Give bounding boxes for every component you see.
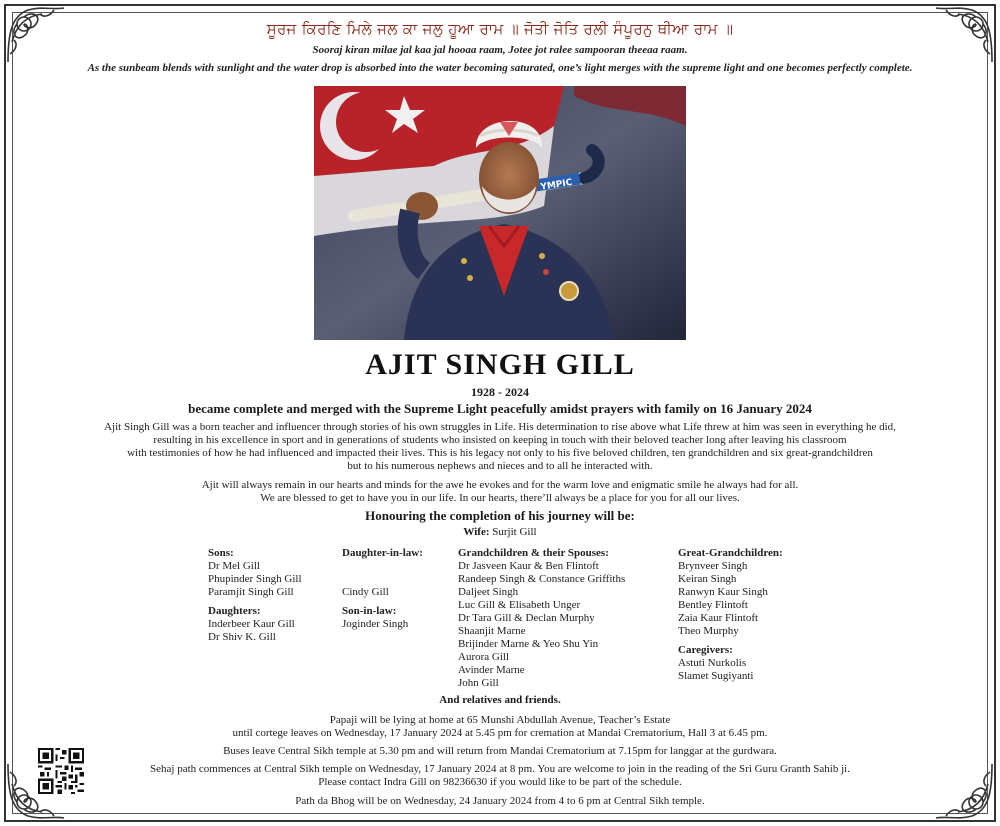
great-grandchild-name: Brynveer Singh [678, 560, 748, 572]
wife-line [0, 526, 1000, 538]
sehaj-line: Sehaj path commences at Central Sikh temple on Wednesday, 17 January 2024 at 8 pm. You are welcome to join in the reading of the Sri Guru Granth Sahib ji. [150, 763, 850, 775]
grandchildren-label: Grandchildren & their Spouses: [458, 547, 609, 559]
caregiver-name: Slamet Sugiyanti [678, 670, 754, 682]
daughter-in-law-name: Cindy Gill [342, 586, 389, 598]
son-in-law-name: Joginder Singh [342, 618, 409, 630]
grandchild-name: Aurora Gill [458, 651, 510, 663]
grandchild-name: Shaanjit Marne [458, 625, 526, 637]
honour-heading: Honouring the completion of his journey will be: [365, 508, 635, 523]
grandchild-name: Dr Tara Gill & Declan Murphy [458, 612, 595, 624]
bio-line: but to his numerous nephews and nieces and to all he interacted with. [347, 460, 653, 472]
lying-line: Papaji will be lying at home at 65 Munshi Abdullah Avenue, Teacher’s Estate [329, 714, 671, 726]
grandchild-name: Randeep Singh & Constance Griffiths [458, 573, 626, 585]
sons-label: Sons: [208, 547, 234, 559]
grandchild-name: Brijinder Marne & Yeo Shu Yin [458, 638, 599, 650]
headline: became complete and merged with the Supreme Light peacefully amidst prayers with family on 16 January 2024 [188, 401, 812, 416]
deceased-name: AJIT SINGH GILL [365, 348, 635, 381]
wife-label: Wife: [463, 526, 490, 538]
portrait-photo [314, 86, 686, 340]
grandchild-name: Luc Gill & Elisabeth Unger [458, 599, 581, 611]
wife-name: Surjit Gill [492, 526, 537, 538]
tribute-line: Ajit will always remain in our hearts and minds for the awe he evokes and for the warm love and enigmatic smile he always had for all. [201, 479, 799, 491]
life-years: 1928 - 2024 [471, 385, 529, 399]
great-grandchildren-label: Great-Grandchildren: [678, 547, 783, 559]
great-grandchild-name: Bentley Flintoft [678, 599, 748, 611]
daughter-name: Inderbeer Kaur Gill [208, 618, 295, 630]
biography [0, 421, 1000, 473]
caregivers-label: Caregivers: [678, 644, 733, 656]
bio-line: Ajit Singh Gill was a born teacher and influencer through stories of his own struggles in Life. His determination to rise above what Life threw at him was seen in everything he did, [104, 421, 896, 433]
grandchild-name: John Gill [458, 677, 499, 689]
son-in-law-label: Son-in-law: [342, 605, 397, 617]
relatives-line: And relatives and friends. [439, 694, 561, 706]
grandchildren-column [458, 547, 625, 690]
caregiver-name: Astuti Nurkolis [678, 657, 747, 669]
son-name: Paramjit Singh Gill [208, 586, 294, 598]
great-grandchild-name: Theo Murphy [678, 625, 739, 637]
great-grandchild-name: Keiran Singh [678, 573, 737, 585]
bio-line: resulting in his excellence in sport and in generations of students who insisted on keeping in touch with their beloved teacher long after leaving his classroom [153, 434, 847, 446]
sons-daughters-column [208, 547, 302, 644]
daughter-name: Dr Shiv K. Gill [208, 631, 276, 643]
daughter-in-law-label: Daughter-in-law: [342, 547, 423, 559]
lying-info [0, 714, 1000, 740]
great-grandchild-name: Ranwyn Kaur Singh [678, 586, 768, 598]
in-laws-column [342, 547, 423, 631]
tribute-line: We are blessed to get to have you in our life. In our hearts, there’ll always be a place for you for all our lives. [260, 492, 740, 504]
stick-label: YMPIC [539, 177, 574, 193]
gurmukhi-verse: ਸੂਰਜ ਕਿਰਣਿ ਮਿਲੇ ਜਲ ਕਾ ਜਲੁ ਹੂਆ ਰਾਮ ॥ ਜੋਤੀ ਜੋਤਿ ਰਲੀ ਸੰਪੂਰਨੁ ਥੀਆ ਰਾਮ ॥ [266, 20, 734, 38]
cortege-line: until cortege leaves on Wednesday, 17 January 2024 at 5.45 pm for cremation at Mandai Crematorium, Hall 3 at 6.45 pm. [232, 727, 768, 739]
son-name: Phupinder Singh Gill [208, 573, 302, 585]
grandchild-name: Avinder Marne [458, 664, 525, 676]
son-name: Dr Mel Gill [208, 560, 260, 572]
grandchild-name: Dr Jasveen Kaur & Ben Flintoft [458, 560, 599, 572]
verse-translation: As the sunbeam blends with sunlight and the water drop is absorbed into the water becoming saturated, one’s light merges with the supreme light and one becomes perfectly complete. [87, 62, 913, 74]
qr-code-icon[interactable] [38, 748, 84, 794]
grandchild-name: Daljeet Singh [458, 586, 519, 598]
tribute [0, 479, 1000, 505]
bio-line: with testimonies of how he had influenced and impacted their lives. This is his legacy not only to his five beloved children, ten grandchildren and six great-grandchildren [127, 447, 873, 459]
contact-line: Please contact Indra Gill on 98236630 if you would like to be part of the schedule. [318, 776, 682, 788]
daughters-label: Daughters: [208, 605, 261, 617]
verse-transliteration: Sooraj kiran milae jal kaa jal hooaa raam, Jotee jot ralee sampooran theeaa raam. [312, 44, 688, 56]
sehaj-info [0, 763, 1000, 789]
bhog-line: Path da Bhog will be on Wednesday, 24 January 2024 from 4 to 6 pm at Central Sikh temple. [295, 795, 705, 807]
great-grandchildren-column [678, 547, 783, 683]
buses-line: Buses leave Central Sikh temple at 5.30 pm and will return from Mandai Crematorium at 7.15pm for langgar at the gurdwara. [223, 745, 777, 757]
great-grandchild-name: Zaia Kaur Flintoft [678, 612, 759, 624]
